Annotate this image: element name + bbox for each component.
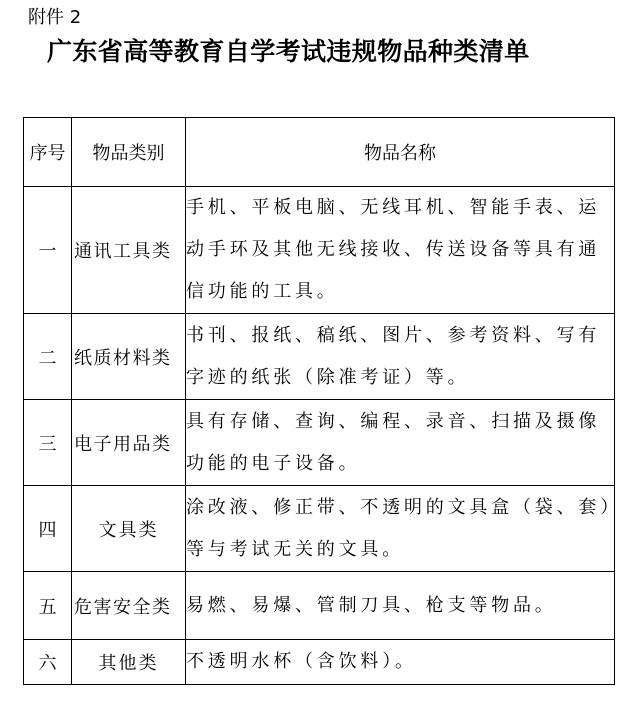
row-number: 五: [24, 572, 72, 640]
row-item-names: 不透明水杯（含饮料）。: [186, 640, 615, 685]
row-category: 通讯工具类: [72, 187, 186, 314]
row-number: 四: [24, 486, 72, 572]
table-row: [24, 486, 615, 572]
document-title: 广东省高等教育自学考试违规物品种类清单: [47, 37, 530, 66]
header-category: 物品类别: [72, 118, 186, 187]
prohibited-items-table: [23, 117, 615, 685]
row-category: 危害安全类: [72, 572, 186, 640]
row-category: 纸质材料类: [72, 314, 186, 400]
row-item-names: 易燃、易爆、管制刀具、枪支等物品。: [186, 572, 615, 640]
table-row: [24, 314, 615, 400]
row-item-names: 涂改液、修正带、不透明的文具盒（袋、套）等与考试无关的文具。: [186, 486, 615, 572]
row-number: 一: [24, 187, 72, 314]
table-header-row: [24, 118, 615, 187]
row-number: 二: [24, 314, 72, 400]
row-item-names: 手机、平板电脑、无线耳机、智能手表、运动手环及其他无线接收、传送设备等具有通信功能的工具。: [186, 187, 615, 314]
header-no: 序号: [24, 118, 72, 187]
row-category: 电子用品类: [72, 400, 186, 486]
table-row: [24, 572, 615, 640]
row-category: 其他类: [72, 640, 186, 685]
row-item-names: 具有存储、查询、编程、录音、扫描及摄像功能的电子设备。: [186, 400, 615, 486]
row-number: 三: [24, 400, 72, 486]
row-item-names: 书刊、报纸、稿纸、图片、参考资料、写有字迹的纸张（除准考证）等。: [186, 314, 615, 400]
attachment-label: 附件 2: [28, 7, 82, 28]
row-number: 六: [24, 640, 72, 685]
row-category: 文具类: [72, 486, 186, 572]
table-row: [24, 640, 615, 685]
table-row: [24, 187, 615, 314]
table-row: [24, 400, 615, 486]
header-item-names: 物品名称: [186, 118, 615, 187]
